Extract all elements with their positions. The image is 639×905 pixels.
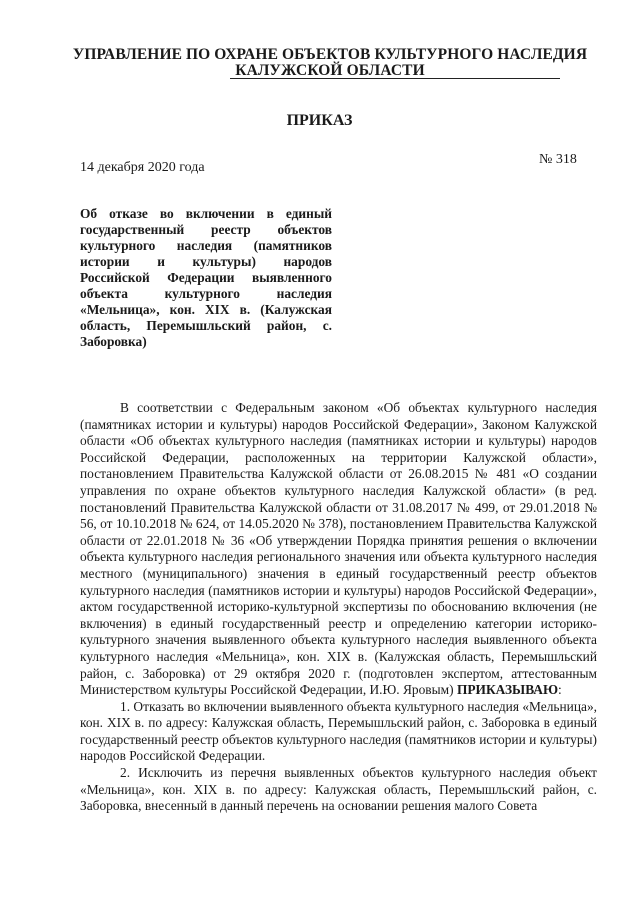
preamble-text: В соответствии с Федеральным законом «Об объектах культурного наследия (памятниках истории и культуры) народов Российской Федерации», Законом Калужской области «Об объектах культурного наследия (памятниках истории и культуры) народов Российской Федерации, расположенных на территории Калужской области», постановлением Правительства Калужской области от 26.08.2015 № 481 «О создании управления по охране объектов культурного наследия Калужской области» (в ред. постановлений Правительства Калужской области от 31.08.2017 № 499, от 29.01.2018 № 56, от 10.10.2018 № 624, от 14.05.2020 № 378), постановлением Правительства Калужской области от 22.01.2018 № 36 «Об утверждении Порядка принятия решения о включении объекта культурного наследия регионального значения или объекта культурного наследия местного (муниципального) значения в единый государственный реестр объектов культурного наследия (памятников истории и культуры) народов Российской Федерации», актом государственной историко-культурной экспертизы по обоснованию включения (не включения) в единый государственный реестр и определению категории историко-культурного значения выявленного объекта культурного наследия выявленного объекта культурного наследия «Мельница», кон. XIX в. (Калужская область, Перемышльский район, с. Заборовка) от 29 октября 2020 г. (подготовлен экспертом, аттестованным Министерством культуры Российской Федерации, И.Ю. Яровым) — [80, 400, 597, 698]
header-underline — [230, 78, 560, 79]
order-date: 14 декабря 2020 года — [80, 160, 205, 175]
order-keyword: ПРИКАЗЫВАЮ — [456, 682, 559, 698]
order-item-1: 1. Отказать во включении выявленного объекта культурного наследия «Мельница», кон. XIX в. по адресу: Калужская область, Перемышльский район, с. Заборовка в единый государственный реестр объектов культурного наследия (памятников истории и культуры) народов Российской Федерации. — [80, 698, 597, 764]
order-number: № 318 — [539, 152, 577, 167]
preamble-paragraph — [80, 400, 597, 699]
order-title — [80, 206, 332, 350]
order-body — [80, 400, 597, 815]
agency-name-line2: КАЛУЖСКОЙ ОБЛАСТИ — [235, 62, 425, 79]
agency-name-line1: УПРАВЛЕНИЕ ПО ОХРАНЕ ОБЪЕКТОВ КУЛЬТУРНОГО НАСЛЕДИЯ — [72, 46, 588, 63]
order-keyword-suffix: : — [558, 682, 562, 698]
document-type: ПРИКАЗ — [286, 112, 353, 129]
order-title-text: Об отказе во включении в единый государственный реестр объектов культурного наследия (памятников истории и культуры) народов Российской Федерации выявленного объекта культурного наследия «Мельница», кон. XIX в. (Калужская область, Перемышльский район, с. Заборовка) — [80, 206, 332, 349]
order-item-2: 2. Исключить из перечня выявленных объектов культурного наследия объект «Мельница», кон. XIX в. по адресу: Калужская область, Перемышльский район, с. Заборовка, внесенный в данный перечень на основании решения малого Совета — [80, 765, 597, 814]
